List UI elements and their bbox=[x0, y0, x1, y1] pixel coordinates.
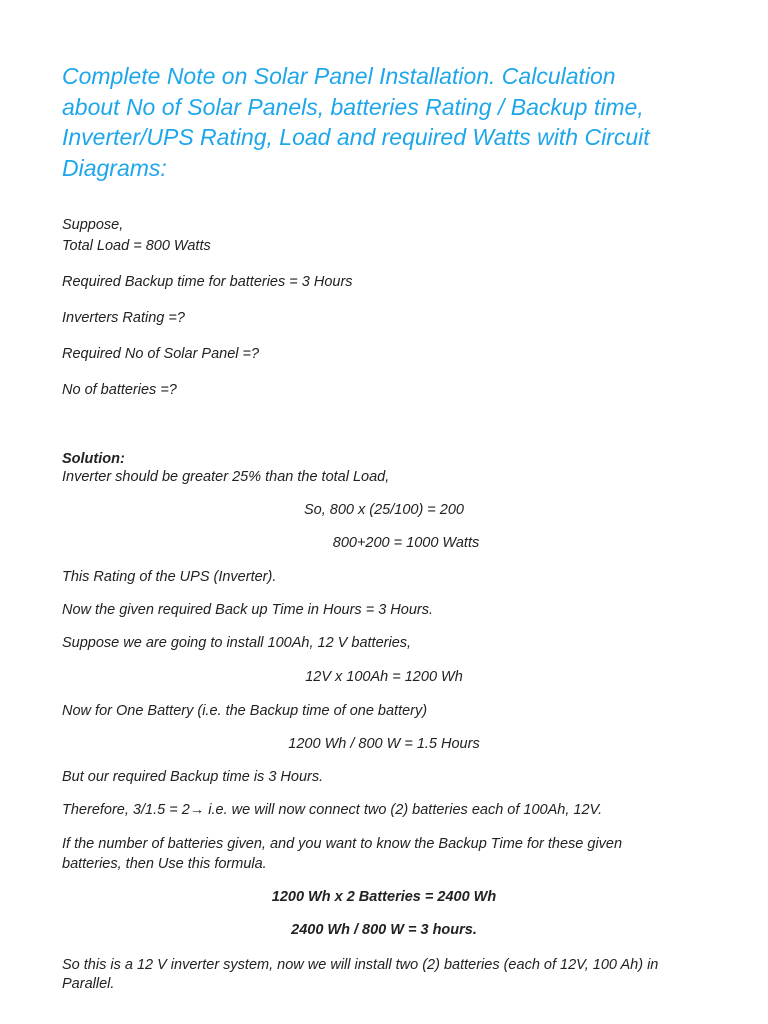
solution-formula-intro-2: batteries, then Use this formula. bbox=[62, 856, 267, 872]
solution-formula-intro-1: If the number of batteries given, and you want to know the Backup Time for these given bbox=[62, 836, 623, 852]
solution-conclusion-1: So this is a 12 V inverter system, now we will install two (2) batteries (each of 12V, 100 Ah) in bbox=[62, 957, 659, 973]
solution-required: But our required Backup time is 3 Hours. bbox=[62, 769, 324, 785]
solution-install: Suppose we are going to install 100Ah, 12 V batteries, bbox=[62, 635, 412, 651]
solution-heading: Solution: bbox=[62, 451, 125, 467]
solution-calc-2: 800+200 = 1000 Watts bbox=[332, 535, 480, 551]
solution-calc-4: 1200 Wh / 800 W = 1.5 Hours bbox=[288, 736, 480, 752]
solution-conclusion-2: Parallel. bbox=[62, 976, 115, 992]
solution-therefore: Therefore, 3/1.5 = 2→ i.e. we will now connect two (2) batteries each of 100Ah, 12V. bbox=[62, 802, 603, 818]
given-suppose: Suppose, bbox=[62, 217, 124, 233]
solution-one-battery: Now for One Battery (i.e. the Backup time of one battery) bbox=[62, 703, 428, 719]
given-backup-time: Required Backup time for batteries = 3 Hours bbox=[62, 274, 353, 290]
solution-ups-rating: This Rating of the UPS (Inverter). bbox=[62, 569, 277, 585]
title-line: Diagrams: bbox=[62, 154, 167, 181]
given-inverter-rating: Inverters Rating =? bbox=[62, 310, 185, 326]
given-batteries: No of batteries =? bbox=[62, 382, 177, 398]
given-solar-panels: Required No of Solar Panel =? bbox=[62, 346, 260, 362]
solution-inverter-rule: Inverter should be greater 25% than the total Load, bbox=[62, 469, 390, 485]
title-line: Complete Note on Solar Panel Installation. Calculation bbox=[62, 63, 616, 89]
document-title bbox=[62, 61, 722, 183]
solution-calc-1: So, 800 x (25/100) = 200 bbox=[303, 502, 465, 518]
title-line: Inverter/UPS Rating, Load and required Watts with Circuit bbox=[62, 124, 650, 150]
solution-formula-2: 2400 Wh / 800 W = 3 hours. bbox=[291, 922, 477, 938]
title-line: about No of Solar Panels, batteries Rating / Backup time, bbox=[62, 93, 644, 120]
solution-backup-given: Now the given required Back up Time in Hours = 3 Hours. bbox=[62, 602, 434, 618]
solution-calc-3: 12V x 100Ah = 1200 Wh bbox=[305, 669, 463, 685]
solution-formula-1: 1200 Wh x 2 Batteries = 2400 Wh bbox=[271, 889, 497, 905]
given-total-load: Total Load = 800 Watts bbox=[62, 238, 211, 254]
